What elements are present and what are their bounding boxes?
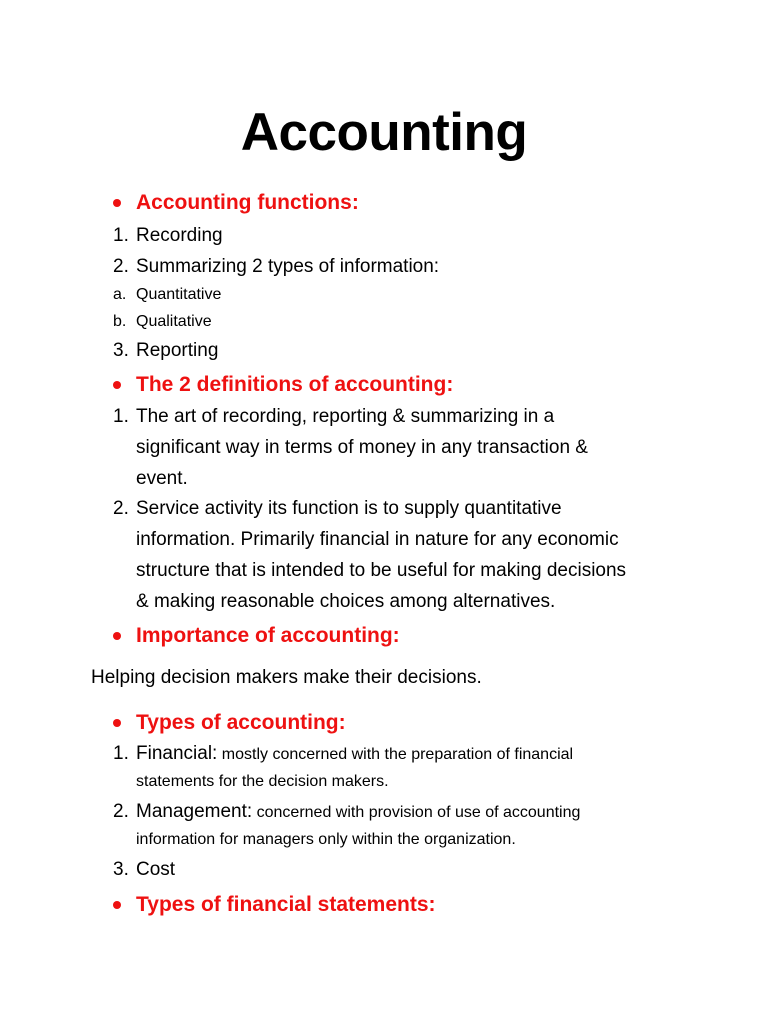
term-description: concerned with provision of use of accounting xyxy=(252,804,581,821)
importance-text: Helping decision makers make their decisions. xyxy=(91,667,482,688)
list-item-continuation: statements for the decision makers. xyxy=(136,773,389,790)
term-description: mostly concerned with the preparation of financial xyxy=(217,746,574,763)
bullet-icon xyxy=(113,632,121,640)
term: Management: xyxy=(136,801,253,822)
bullet-icon xyxy=(113,901,121,909)
bullet-icon xyxy=(113,381,121,389)
bullet-icon xyxy=(113,719,121,727)
page-title: Accounting xyxy=(240,103,528,162)
term: Financial: xyxy=(136,743,218,764)
list-item-continuation: information for managers only within the organization. xyxy=(136,831,516,848)
bullet-icon xyxy=(113,199,121,207)
